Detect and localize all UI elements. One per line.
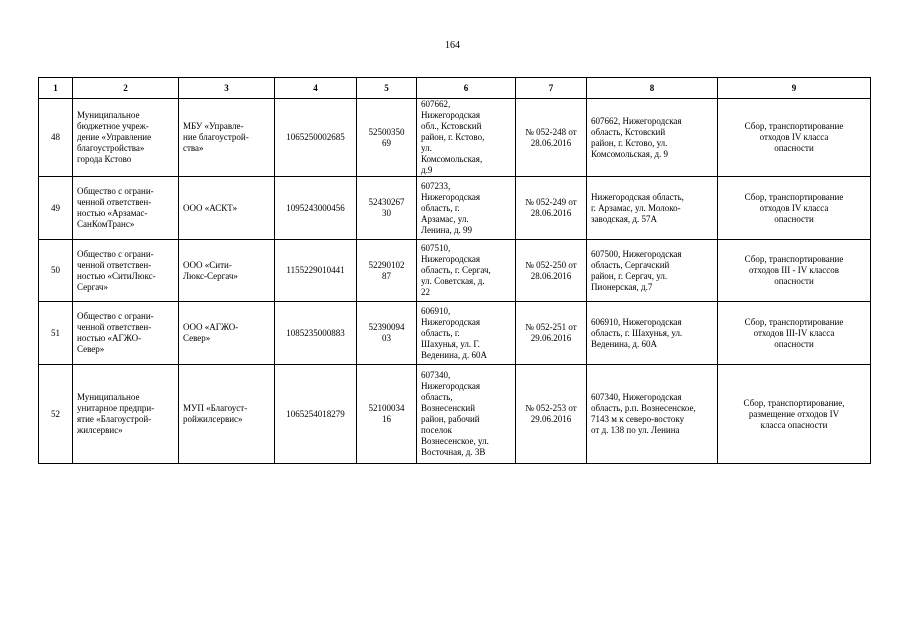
legal-address: 606910, Нижегородская область, г. Шахунья, ул. Г. Веденина, д. 60А xyxy=(417,302,516,365)
header-cell: 5 xyxy=(357,78,417,99)
organization-short-name: МУП «Благоуст- ройжилсервис» xyxy=(179,365,275,464)
organization-full-name: Общество с ограни- ченной ответствен- ностью «АГЖО- Север» xyxy=(73,302,179,365)
row-number: 51 xyxy=(39,302,73,365)
activity-type: Сбор, транспортирование, размещение отходов IV класса опасности xyxy=(718,365,871,464)
registration-number: 1155229010441 xyxy=(275,240,357,302)
header-cell: 4 xyxy=(275,78,357,99)
tax-id: 52430267 30 xyxy=(357,177,417,240)
header-cell: 7 xyxy=(516,78,587,99)
tax-id: 52290102 87 xyxy=(357,240,417,302)
header-cell: 1 xyxy=(39,78,73,99)
legal-address: 607510, Нижегородская область, г. Сергач, ул. Советская, д. 22 xyxy=(417,240,516,302)
organization-full-name: Муниципальное бюджетное учреж- дение «Управление благоустройства» города Кстово xyxy=(73,99,179,177)
activity-site: 607340, Нижегородская область, р.п. Вознесенское, 7143 м к северо-востоку от д. 138 по ул. Ленина xyxy=(587,365,718,464)
table-row xyxy=(39,99,871,177)
tax-id: 52390094 03 xyxy=(357,302,417,365)
organization-short-name: ООО «АГЖО- Север» xyxy=(179,302,275,365)
organization-full-name: Общество с ограни- ченной ответствен- ностью «СитиЛюкс- Сергач» xyxy=(73,240,179,302)
row-number: 50 xyxy=(39,240,73,302)
activity-site: 607662, Нижегородская область, Кстовский район, г. Кстово, ул. Комсомольская, д. 9 xyxy=(587,99,718,177)
license-number: № 052-248 от 28.06.2016 xyxy=(516,99,587,177)
organization-full-name: Общество с ограни- ченной ответствен- ностью «Арзамас- СанКомТранс» xyxy=(73,177,179,240)
activity-type: Сбор, транспортирование отходов III - IV классов опасности xyxy=(718,240,871,302)
license-number: № 052-253 от 29.06.2016 xyxy=(516,365,587,464)
activity-site: Нижегородская область, г. Арзамас, ул. Молоко- заводская, д. 57А xyxy=(587,177,718,240)
activity-type: Сбор, транспортирование отходов IV класса опасности xyxy=(718,99,871,177)
legal-address: 607233, Нижегородская область, г. Арзамас, ул. Ленина, д. 99 xyxy=(417,177,516,240)
registration-number: 1065254018279 xyxy=(275,365,357,464)
organization-short-name: МБУ «Управле- ние благоустрой- ства» xyxy=(179,99,275,177)
organization-short-name: ООО «АСКТ» xyxy=(179,177,275,240)
row-number: 52 xyxy=(39,365,73,464)
license-number: № 052-249 от 28.06.2016 xyxy=(516,177,587,240)
activity-type: Сбор, транспортирование отходов IV класса опасности xyxy=(718,177,871,240)
table-row xyxy=(39,240,871,302)
legal-address: 607340, Нижегородская область, Вознесенский район, рабочий поселок Вознесенское, ул. Восточная, д. 3В xyxy=(417,365,516,464)
registration-number: 1095243000456 xyxy=(275,177,357,240)
table-row xyxy=(39,177,871,240)
table-row xyxy=(39,365,871,464)
header-cell: 3 xyxy=(179,78,275,99)
tax-id: 52100034 16 xyxy=(357,365,417,464)
registration-number: 1065250002685 xyxy=(275,99,357,177)
header-row xyxy=(39,78,871,99)
header-cell: 8 xyxy=(587,78,718,99)
activity-type: Сбор, транспортирование отходов III-IV класса опасности xyxy=(718,302,871,365)
row-number: 49 xyxy=(39,177,73,240)
license-number: № 052-250 от 28.06.2016 xyxy=(516,240,587,302)
activity-site: 607500, Нижегородская область, Сергачский район, г. Сергач, ул. Пионерская, д.7 xyxy=(587,240,718,302)
tax-id: 52500350 69 xyxy=(357,99,417,177)
page-number: 164 xyxy=(445,40,460,51)
activity-site: 606910, Нижегородская область, г. Шахунья, ул. Веденина, д. 60А xyxy=(587,302,718,365)
table-row xyxy=(39,302,871,365)
header-cell: 6 xyxy=(417,78,516,99)
registration-number: 1085235000883 xyxy=(275,302,357,365)
header-cell: 2 xyxy=(73,78,179,99)
header-cell: 9 xyxy=(718,78,871,99)
organization-full-name: Муниципальное унитарное предпри- ятие «Благоустрой- жилсервис» xyxy=(73,365,179,464)
legal-address: 607662, Нижегородская обл., Кстовский район, г. Кстово, ул. Комсомольская, д.9 xyxy=(417,99,516,177)
row-number: 48 xyxy=(39,99,73,177)
organization-short-name: ООО «Сити- Люкс-Сергач» xyxy=(179,240,275,302)
license-number: № 052-251 от 29.06.2016 xyxy=(516,302,587,365)
waste-license-registry-table xyxy=(38,77,871,464)
